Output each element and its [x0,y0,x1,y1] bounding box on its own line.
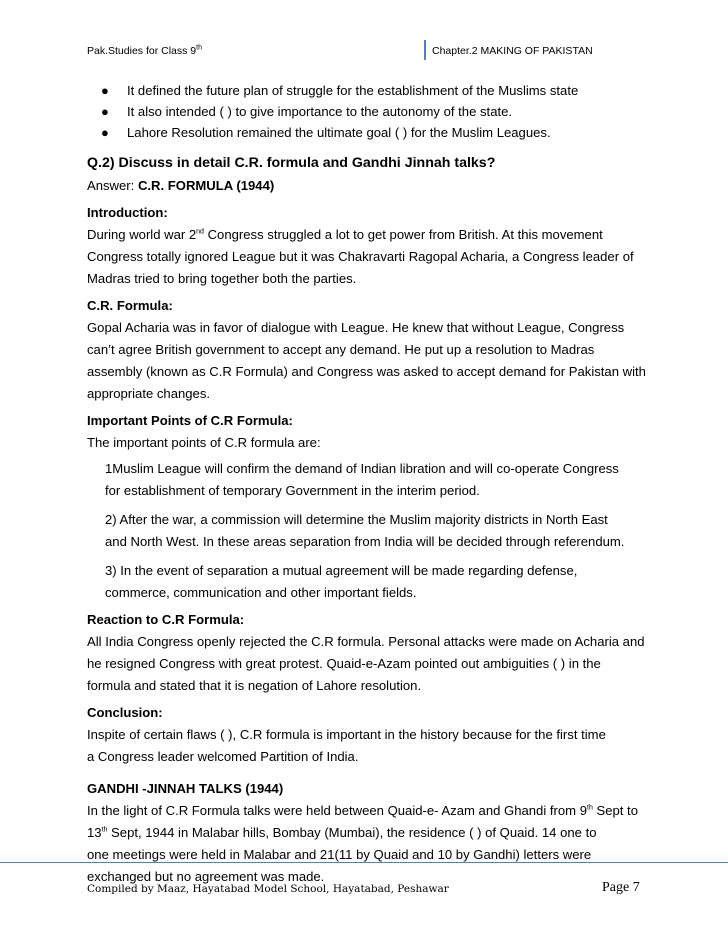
list-item [87,101,647,122]
point-line: for establishment of temporary Government in the interim period. [105,483,480,498]
point-line: 3) In the event of separation a mutual agreement will be made regarding defense, [105,563,578,578]
bullet-icon: ● [101,83,109,98]
point-line: commerce, communication and other important fields. [105,585,417,600]
header-left [87,45,202,57]
answer-line [87,175,647,197]
page-content [87,80,647,888]
superscript: nd [196,228,204,236]
introduction-line [87,224,647,246]
conclusion-line: a Congress leader welcomed Partition of India. [87,749,359,764]
introduction-heading: Introduction: [87,205,168,220]
point-item [87,560,647,604]
bullet-list [87,80,647,143]
superscript: th [587,804,593,812]
cr-formula-line: Gopal Acharia was in favor of dialogue with League. He knew that without League, Congress [87,320,625,335]
text-run: Sept to [592,803,638,818]
gandhi-jinnah-line: one meetings were held in Malabar and 21(11 by Quaid and 10 by Gandhi) letters were [87,847,592,862]
point-line: 2) After the war, a commission will determine the Muslim majority districts in North East [105,512,608,527]
reaction-line: formula and stated that it is negation of Lahore resolution. [87,678,422,693]
header-chapter: Chapter.2 MAKING OF PAKISTAN [432,45,593,57]
page-number: Page 7 [602,880,640,895]
superscript: th [101,826,108,834]
point-item [87,509,647,553]
cr-formula-heading: C.R. Formula: [87,298,173,313]
bullet-text: Lahore Resolution remained the ultimate goal ( ) for the Muslim Leagues. [127,125,551,140]
introduction-line: Congress totally ignored League but it was Chakravarti Ragopal Acharia, a Congress leader of [87,249,634,264]
answer-label: Answer: [87,178,138,193]
header-superscript: th [196,44,202,52]
footer-divider [0,862,728,863]
gandhi-jinnah-heading: GANDHI -JINNAH TALKS (1944) [87,781,284,796]
bullet-icon: ● [101,104,109,119]
text-run: In the light of C.R Formula talks were held between Quaid-e- Azam and Ghandi from 9 [87,803,587,818]
conclusion-line: Inspite of certain flaws ( ), C.R formula is important in the history because for the first time [87,727,606,742]
footer-credit: Compiled by Maaz, Hayatabad Model School, Hayatabad, Peshawar [87,883,449,895]
header-divider [424,40,426,60]
bullet-icon: ● [101,125,109,140]
introduction-line: Madras tried to bring together both the parties. [87,271,357,286]
conclusion-heading: Conclusion: [87,705,163,720]
cr-formula-line: assembly (known as C.R Formula) and Congress was asked to accept demand for Pakistan with [87,364,646,379]
gandhi-jinnah-line [87,822,647,844]
list-item [87,80,647,101]
gandhi-jinnah-line: exchanged but no agreement was made. [87,869,325,884]
important-points-intro: The important points of C.R formula are: [87,435,321,450]
text-run: During world war 2 [87,227,197,242]
list-item [87,122,647,143]
cr-formula-line: appropriate changes. [87,386,211,401]
reaction-line: All India Congress openly rejected the C.R formula. Personal attacks were made on Acharia and [87,634,645,649]
header-class-text: Pak.Studies for Class 9 [87,45,197,57]
bullet-text: It also intended ( ) to give importance to the autonomy of the state. [127,104,513,119]
answer-title: C.R. FORMULA (1944) [137,178,275,193]
text-run: Congress struggled a lot to get power from British. At this movement [203,227,603,242]
point-item [87,458,647,502]
reaction-heading: Reaction to C.R Formula: [87,612,245,627]
point-line: and North West. In these areas separation from India will be decided through referendum. [105,534,625,549]
point-line: 1Muslim League will confirm the demand of Indian libration and will co-operate Congress [105,461,619,476]
important-points-heading: Important Points of C.R Formula: [87,413,293,428]
question-heading: Q.2) Discuss in detail C.R. formula and Gandhi Jinnah talks? [87,155,496,171]
bullet-text: It defined the future plan of struggle for the establishment of the Muslims state [127,83,579,98]
reaction-line: he resigned Congress with great protest. Quaid-e-Azam pointed out ambiguities ( ) in the [87,656,601,671]
text-run: 13 [87,825,102,840]
text-run: Sept, 1944 in Malabar hills, Bombay (Mumbai), the residence ( ) of Quaid. 14 one to [107,825,597,840]
cr-formula-line: can’t agree British government to accept any demand. He put up a resolution to Madras [87,342,595,357]
gandhi-jinnah-line [87,800,647,822]
